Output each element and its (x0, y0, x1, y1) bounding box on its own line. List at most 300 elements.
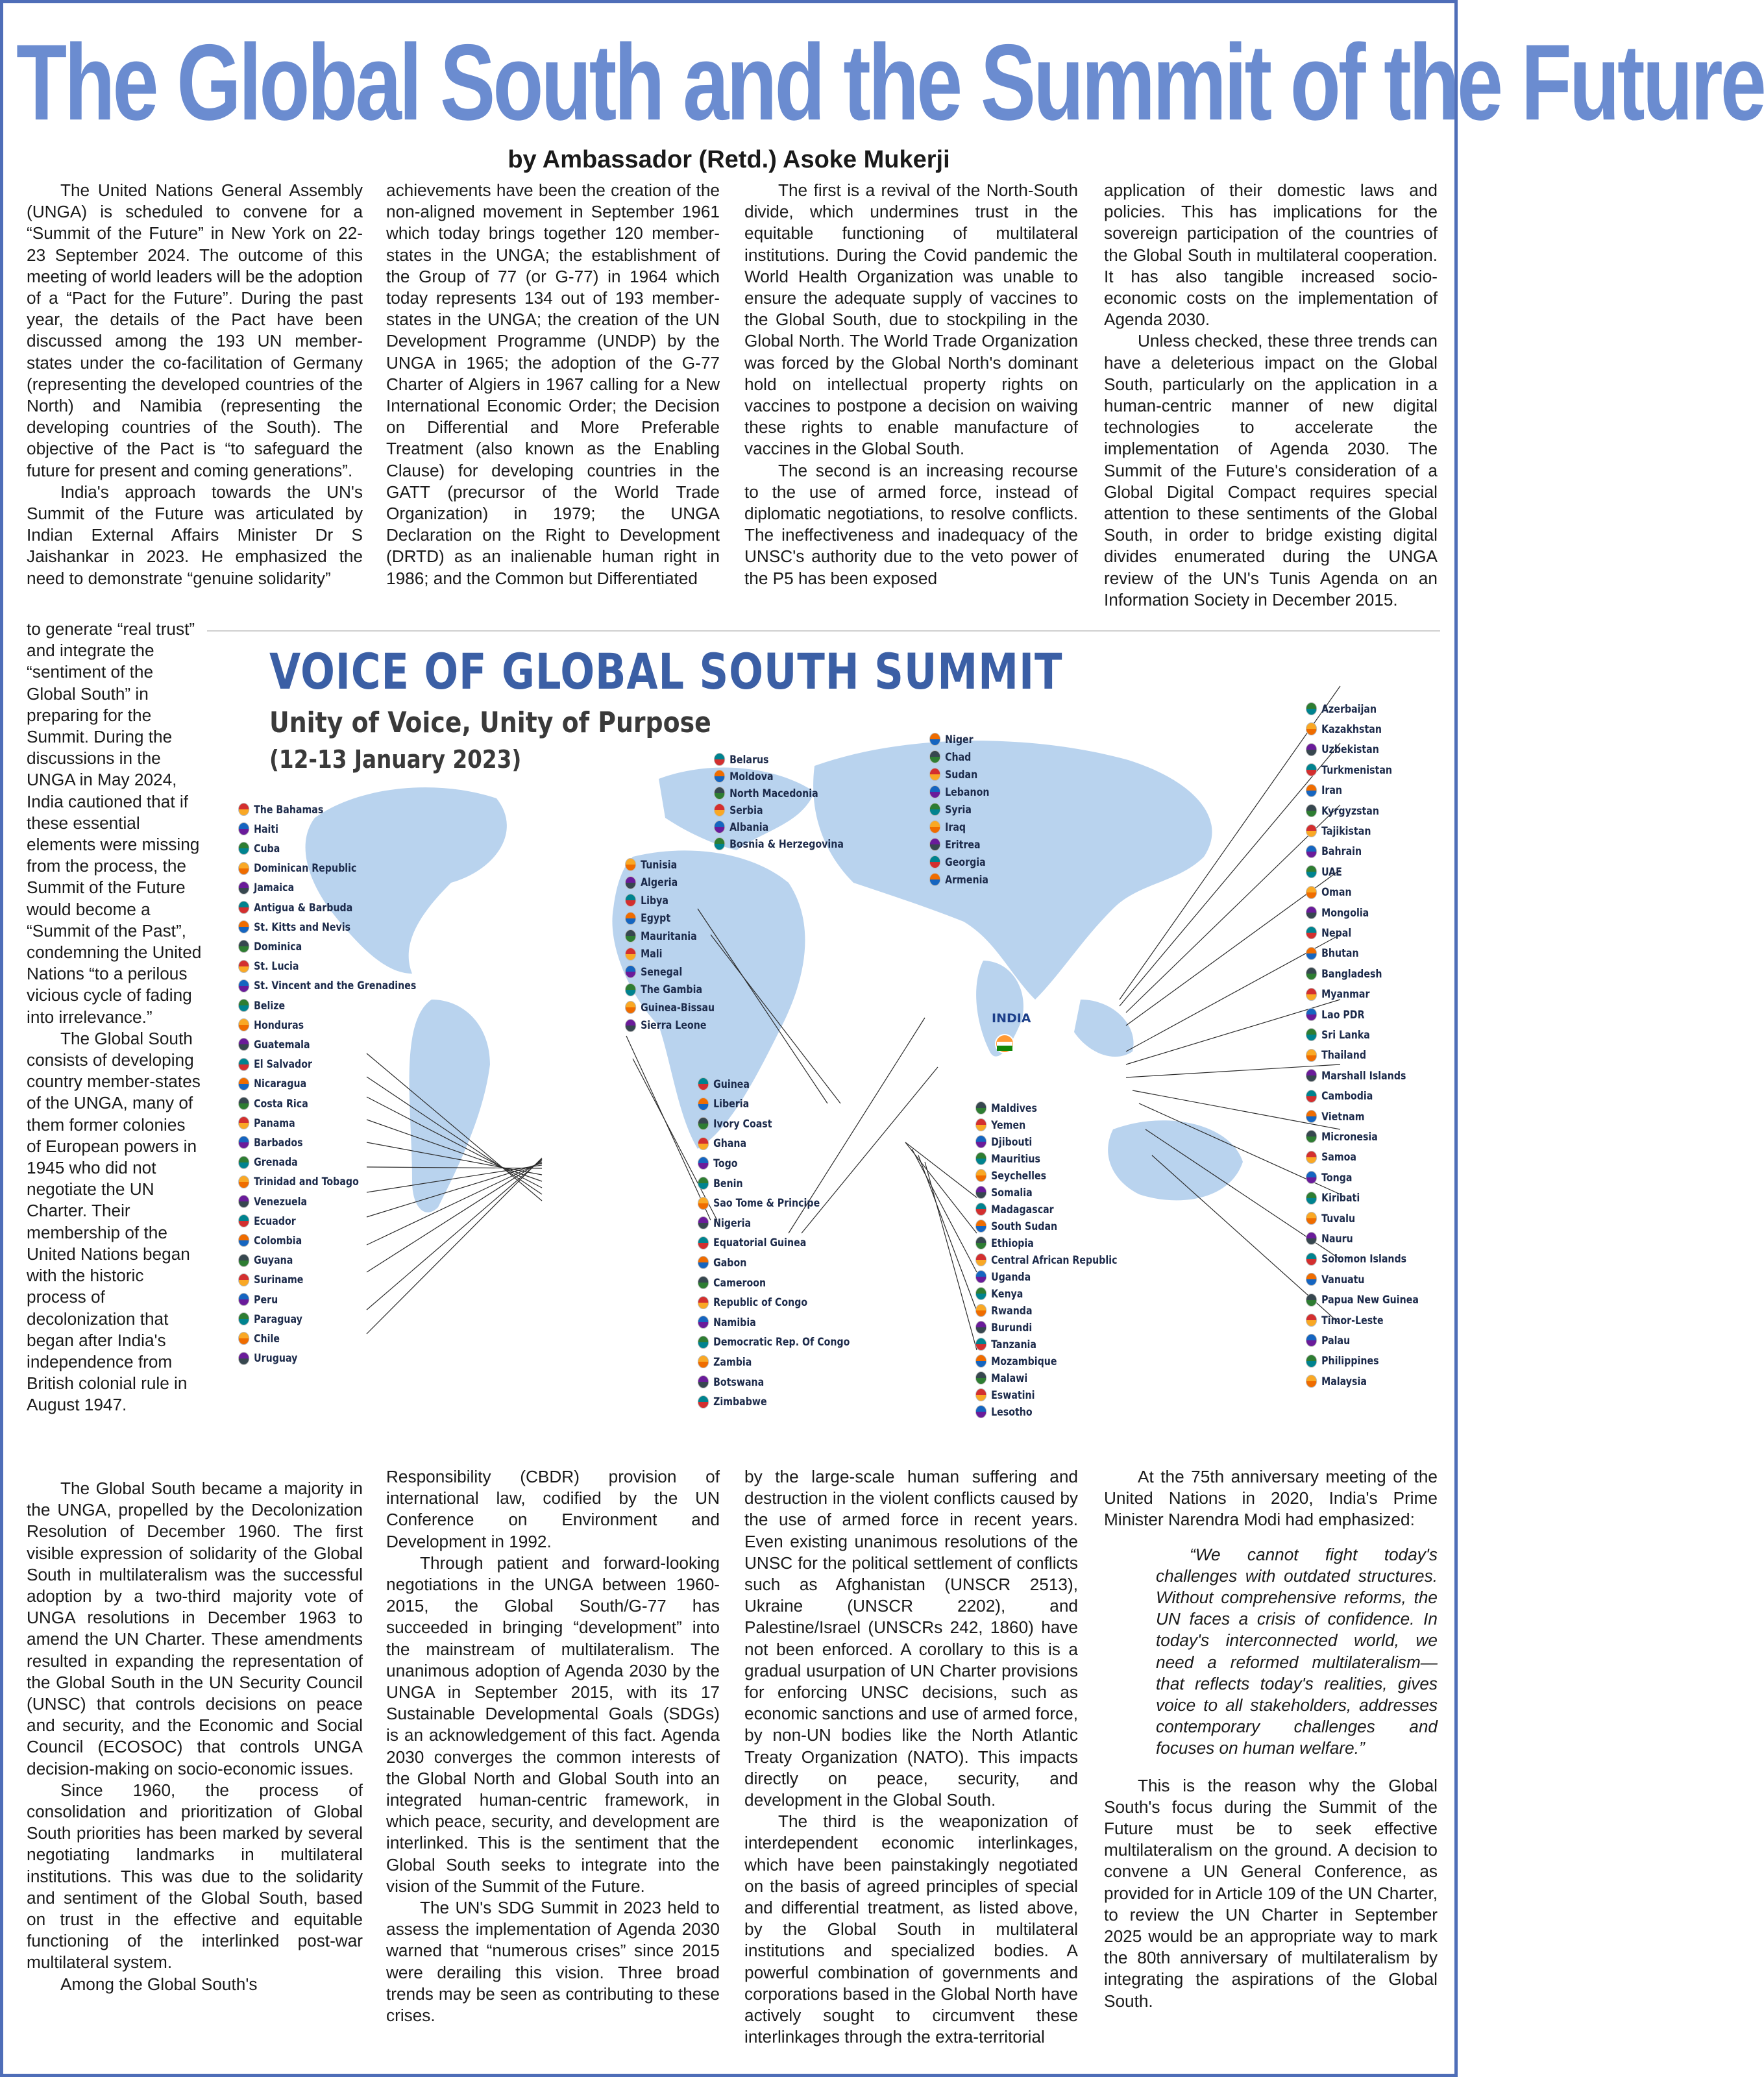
country-label (975, 1117, 1025, 1133)
country-label (1306, 905, 1369, 920)
country-label (698, 1116, 772, 1131)
country-name: Malaysia (1321, 1375, 1367, 1388)
country-label (238, 1174, 359, 1190)
flag-icon (1306, 1212, 1317, 1225)
flag-icon (714, 804, 725, 817)
country-name: Lesotho (991, 1405, 1033, 1418)
flag-icon (1306, 763, 1317, 776)
country-label (1306, 1088, 1373, 1104)
flag-icon (698, 1157, 709, 1170)
country-label (238, 1135, 303, 1150)
country-label (975, 1201, 1054, 1217)
country-name: Mali (641, 948, 663, 960)
flag-icon (698, 1355, 709, 1368)
country-name: Maldives (991, 1101, 1037, 1114)
country-name: Rwanda (991, 1304, 1033, 1317)
flag-icon (698, 1117, 709, 1130)
paragraph: India's approach towards the UN's Summit of the Future was articulated by Indian External Affairs Minister Dr S Jaishankar in 2023. He emphasized the need to demonstrate “genuine solidarity” (27, 482, 363, 588)
country-label (1306, 1373, 1367, 1389)
flag-icon (929, 785, 940, 798)
country-label (1306, 1129, 1378, 1144)
map-dates: (12-13 January 2023) (269, 745, 522, 774)
column-3-top (744, 180, 1078, 621)
country-label (625, 857, 677, 872)
country-name: Antigua & Barbuda (254, 901, 353, 914)
flag-icon (975, 1388, 986, 1401)
flag-icon (714, 770, 725, 783)
country-label (625, 928, 697, 944)
country-name: Bosnia & Herzegovina (729, 837, 844, 850)
flag-icon (238, 842, 249, 855)
country-label (714, 785, 818, 801)
country-name: Tonga (1321, 1171, 1353, 1184)
column-3-bottom (744, 1466, 1078, 2050)
country-label (238, 1253, 293, 1268)
flag-icon (698, 1276, 709, 1289)
india-marker (996, 1035, 1014, 1053)
country-name: El Salvador (254, 1058, 312, 1071)
flag-icon (929, 873, 940, 886)
country-label (625, 911, 670, 926)
flag-icon (1306, 1273, 1317, 1286)
country-label (698, 1175, 743, 1191)
country-name: Barbados (254, 1136, 303, 1149)
flag-icon (1306, 1314, 1317, 1327)
flag-icon (698, 1336, 709, 1349)
flag-icon (238, 940, 249, 953)
country-label (1306, 1149, 1356, 1165)
flag-icon (714, 820, 725, 833)
country-label (975, 1353, 1057, 1369)
flag-icon (975, 1220, 986, 1233)
flag-icon (1306, 1192, 1317, 1205)
flag-icon (238, 1352, 249, 1365)
flag-icon (1306, 886, 1317, 899)
flag-icon (1306, 1028, 1317, 1041)
country-name: Kazakhstan (1321, 722, 1382, 735)
paragraph: Since 1960, the process of consolidation and prioritization of Global South priorities has been marked by several negotiating landmarks in multilateral institutions. This was due to the solidarity and sentiment of the Global South, based on trust in the effective and equitable functioning of the interlinked post-war multilateral system. (27, 1780, 363, 1973)
flag-icon (238, 901, 249, 914)
column-2-bottom (386, 1466, 720, 2050)
country-name: Sao Tome & Principe (713, 1197, 820, 1210)
flag-icon (238, 1214, 249, 1227)
country-label (975, 1404, 1033, 1419)
country-label (625, 892, 668, 908)
country-name: Myanmar (1321, 988, 1370, 1001)
flag-icon (1306, 947, 1317, 960)
country-label (1306, 1312, 1384, 1328)
country-label (625, 982, 702, 998)
country-label (238, 1096, 308, 1111)
country-label (929, 872, 988, 887)
country-label (1306, 1007, 1365, 1022)
country-name: Haiti (254, 822, 279, 835)
flag-icon (625, 858, 636, 871)
country-label (238, 1115, 295, 1131)
country-label (1306, 1211, 1355, 1226)
flag-icon (698, 1098, 709, 1111)
country-name: Micronesia (1321, 1130, 1378, 1143)
country-name: Belarus (729, 753, 769, 766)
country-name: Cuba (254, 842, 280, 855)
country-name: Equatorial Guinea (713, 1236, 807, 1249)
country-name: Guyana (254, 1254, 293, 1267)
country-name: Tunisia (641, 858, 678, 871)
country-name: Honduras (254, 1018, 304, 1031)
country-label (698, 1275, 766, 1290)
country-label (698, 1314, 756, 1330)
country-label (1306, 1109, 1365, 1124)
country-label (1306, 823, 1371, 839)
country-name: Armenia (945, 873, 989, 886)
country-name: St. Lucia (254, 960, 299, 973)
country-label (975, 1370, 1027, 1386)
country-label (1306, 864, 1342, 879)
country-label (238, 880, 294, 896)
country-label (698, 1374, 764, 1390)
flag-icon (1306, 1253, 1317, 1266)
country-label (929, 749, 971, 765)
paragraph: This is the reason why the Global South's focus during the Summit of the Future must be to seek effective multilateralism on the ground. A decision to convene a UN General Conference, as provided for in Article 109 of the UN Charter, to review the UN Charter in September 2025 would be an appropriate way to mark the 80th anniversary of multilateralism by integrating the aspirations of the Global South. (1104, 1775, 1438, 2011)
country-label (1306, 1333, 1350, 1348)
country-name: Kenya (991, 1287, 1023, 1300)
flag-icon (714, 753, 725, 766)
flag-icon (1306, 1171, 1317, 1184)
country-label (975, 1336, 1036, 1352)
flag-icon (625, 1019, 636, 1032)
summit-map (217, 636, 1444, 1428)
country-label (1306, 1353, 1379, 1369)
country-label (929, 731, 974, 747)
country-name: Malawi (991, 1371, 1028, 1384)
country-name: St. Vincent and the Grenadines (254, 979, 417, 992)
flag-icon (1306, 1355, 1317, 1368)
country-name: Cameroon (713, 1276, 766, 1289)
flag-icon (1306, 906, 1317, 919)
country-name: South Sudan (991, 1220, 1058, 1233)
country-name: Thailand (1321, 1049, 1367, 1062)
country-label (625, 946, 663, 962)
country-label (975, 1151, 1040, 1166)
country-name: Bangladesh (1321, 967, 1382, 980)
flag-icon (1306, 784, 1317, 797)
country-name: Samoa (1321, 1151, 1356, 1164)
country-label (238, 1331, 280, 1346)
flag-icon (238, 1273, 249, 1286)
country-name: Colombia (254, 1234, 302, 1247)
paragraph: At the 75th anniversary meeting of the United Nations in 2020, India's Prime Minister Narendra Modi had emphasized: (1104, 1467, 1438, 1530)
country-label (238, 1057, 312, 1072)
country-name: Seychelles (991, 1169, 1047, 1182)
flag-icon (238, 1156, 249, 1169)
flag-icon (238, 1332, 249, 1345)
country-name: UAE (1321, 865, 1342, 878)
flag-icon (238, 1136, 249, 1149)
flag-icon (625, 965, 636, 978)
paragraph: The United Nations General Assembly (UNGA) is scheduled to convene for a “Summit of the Future” in New York on 22-23 September 2024. The outcome of this meeting of world leaders will be the adoption of a “Pact for the Future”. During the past year, the details of the Pact have been discussed among the 193 UN member-states under the co-facilitation of Germany (representing the developed countries of the North) and Namibia (representing the developing countries of the South). The objective of the Pact is “to safeguard the future for present and coming generations”. (27, 180, 363, 480)
country-label (238, 919, 350, 935)
flag-icon (238, 1018, 249, 1031)
flag-icon (238, 960, 249, 973)
flag-icon (975, 1186, 986, 1199)
country-name: Paraguay (254, 1312, 302, 1325)
country-name: Lebanon (945, 785, 990, 798)
country-name: Liberia (713, 1098, 750, 1111)
country-label (625, 1018, 706, 1033)
country-name: Turkmenistan (1321, 763, 1393, 776)
country-label (929, 819, 966, 835)
country-name: Papua New Guinea (1321, 1294, 1419, 1307)
country-label (975, 1185, 1033, 1200)
byline: by Ambassador (Retd.) Asoke Mukerji (508, 146, 950, 173)
flag-icon (1306, 926, 1317, 939)
country-label (238, 959, 299, 974)
flag-icon (238, 1175, 249, 1188)
country-label (698, 1394, 767, 1410)
country-name: Mauritius (991, 1152, 1040, 1165)
flag-icon (714, 787, 725, 800)
country-name: Nepal (1321, 926, 1352, 939)
country-label (1306, 946, 1359, 961)
flag-icon (1306, 1130, 1317, 1143)
country-name: Dominica (254, 940, 302, 953)
country-name: Benin (713, 1177, 743, 1190)
country-name: Ivory Coast (713, 1117, 772, 1130)
country-name: The Bahamas (254, 803, 324, 816)
flag-icon (625, 948, 636, 961)
country-name: Djibouti (991, 1135, 1033, 1148)
flag-icon (238, 1058, 249, 1071)
country-label (714, 768, 774, 784)
country-name: Albania (729, 820, 769, 833)
country-label (1306, 1170, 1352, 1185)
paragraph: Responsibility (CBDR) provision of international law, codified by the UN Conference on Environment and Development in 1992. (386, 1467, 720, 1551)
country-name: Sudan (945, 768, 978, 781)
country-name: Vietnam (1321, 1110, 1365, 1123)
flag-icon (698, 1137, 709, 1150)
flag-icon (1306, 1375, 1317, 1388)
country-name: Republic of Congo (713, 1296, 808, 1309)
article-title: The Global South and the Summit of the Future (16, 22, 1764, 143)
country-label (238, 841, 280, 856)
country-label (238, 1155, 298, 1170)
country-name: Uruguay (254, 1352, 298, 1365)
country-label (975, 1100, 1037, 1116)
flag-icon (1306, 1232, 1317, 1245)
country-label (929, 767, 977, 782)
country-label (238, 1272, 303, 1288)
country-name: Libya (641, 894, 668, 907)
flag-icon (929, 855, 940, 868)
flag-icon (1306, 702, 1317, 715)
country-name: Panama (254, 1116, 295, 1129)
flag-icon (975, 1236, 986, 1249)
country-name: Algeria (641, 876, 678, 889)
flag-icon (698, 1296, 709, 1309)
country-label (929, 784, 989, 800)
country-name: Eswatini (991, 1388, 1035, 1401)
country-name: Philippines (1321, 1355, 1379, 1368)
column-2-top (386, 180, 720, 621)
flag-icon (698, 1375, 709, 1388)
country-label (698, 1096, 749, 1112)
flag-icon (929, 733, 940, 746)
country-name: Serbia (729, 804, 763, 817)
country-name: Guatemala (254, 1038, 310, 1051)
country-label (1306, 803, 1379, 818)
flag-icon (238, 1097, 249, 1110)
paragraph: The UN's SDG Summit in 2023 held to assess the implementation of Agenda 2030 warned that “numerous crises” since 2015 were derailing this vision. Three broad trends may be seen as contributing to these crises. (386, 1898, 720, 2026)
country-label (975, 1218, 1057, 1234)
country-name: Belize (254, 999, 286, 1012)
country-name: Uzbekistan (1321, 743, 1379, 756)
country-label (625, 1000, 715, 1015)
paragraph: The first is a revival of the North-South divide, which undermines trust in the equitable functioning of multilateral institutions. During the Covid pandemic the World Health Organization was unable to ensure the adequate supply of vaccines to the Global South, due to stockpiling in the Global North. The World Trade Organization was forced by the Global North's dominant hold on intellectual property rights on vaccines to postpone a decision on waiving these rights to enable manufacture of vaccines in the Global South. (744, 180, 1078, 459)
country-label (1306, 1251, 1406, 1267)
paragraph: Through patient and forward-looking negotiations in the UNGA between 1960-2015, the Global South/G-77 has succeeded in bringing “development” into the mainstream of multilateralism. The unanimous adoption of Agenda 2030 by the UNGA in September 2015, with its 17 Sustainable Developmental Goals (SDGs) is an acknowledgement of this fact. Agenda 2030 converges the common interests of the Global North and Global South into an integrated human-centric framework, in which peace, security, and development are interlinked. This is the sentiment that the Global South seeks to integrate into the vision of the Summit of the Future. (386, 1553, 720, 1896)
country-label (698, 1255, 746, 1270)
country-name: Moldova (729, 770, 774, 783)
country-name: Oman (1321, 886, 1352, 899)
paragraph: to generate “real trust” and integrate the “sentiment of the Global South” in preparing for the Summit. During the discussions in the UNGA in May 2024, India cautioned that if these essential elements were missing from the process, the Summit of the Future would become a “Summit of the Past”, condemning the United Nations “to a perilous vicious cycle of fading into irrelevance.” (27, 619, 202, 1027)
flag-icon (238, 1195, 249, 1208)
country-label (975, 1252, 1118, 1268)
country-name: Vanuatu (1321, 1273, 1365, 1286)
flag-icon (975, 1152, 986, 1165)
country-label (1306, 701, 1377, 717)
flag-icon (238, 822, 249, 835)
country-name: Democratic Rep. Of Congo (713, 1336, 850, 1349)
country-label (714, 836, 844, 852)
flag-icon (238, 1254, 249, 1267)
column-1-top (27, 180, 363, 621)
country-name: Somalia (991, 1186, 1033, 1199)
country-label (1306, 925, 1351, 940)
country-label (929, 802, 972, 817)
country-name: Mongolia (1321, 906, 1369, 919)
country-label (1306, 742, 1379, 757)
country-label (238, 1233, 302, 1248)
flag-icon (975, 1355, 986, 1368)
paragraph: Unless checked, these three trends can have a deleterious impact on the Global South, particularly on the application in a human-centric manner of new digital technologies to accelerate the implementation of Agenda 2030. The Summit of the Future's consideration of a Global Digital Compact requires special attention to these sentiments of the Global South, in order to bridge existing digital divides enumerated during the UNGA review of the UN's Tunis Agenda on an Information Society in December 2015. (1104, 331, 1438, 609)
country-name: Dominican Republic (254, 862, 357, 875)
country-name: Cambodia (1321, 1090, 1373, 1103)
country-name: The Gambia (641, 983, 703, 996)
country-label (698, 1295, 807, 1310)
country-name: Senegal (641, 965, 683, 978)
column-4-top (1104, 180, 1438, 621)
country-name: Mauritania (641, 929, 697, 942)
country-name: Nicaragua (254, 1077, 307, 1090)
country-name: Ethiopia (991, 1236, 1034, 1249)
country-name: Jamaica (254, 881, 295, 894)
country-name: Palau (1321, 1334, 1351, 1347)
country-label (714, 802, 763, 818)
country-name: Chad (945, 750, 972, 763)
flag-icon (238, 920, 249, 933)
paragraph: The third is the weaponization of interdependent economic interlinkages, which have been painstakingly negotiated on the basis of agreed principles of special and differential treatment, as listed above, by the Global South in multilateral institutions and specialized bodies. A powerful combination of governments and corporations based in the Global North have actively sought to circumvent these interlinkages through the extra-territorial (744, 1812, 1078, 2047)
flag-icon (975, 1371, 986, 1384)
country-label (238, 1076, 306, 1092)
landmass (306, 741, 1243, 1212)
country-label (238, 998, 285, 1013)
column-1-narrow (27, 619, 202, 1479)
country-label (929, 837, 981, 852)
country-label (238, 1194, 307, 1209)
flag-icon (625, 912, 636, 925)
flag-icon (625, 929, 636, 942)
flag-icon (238, 1234, 249, 1247)
country-name: Marshall Islands (1321, 1069, 1406, 1082)
country-label (975, 1320, 1032, 1335)
country-label (1306, 1272, 1365, 1287)
country-label (238, 978, 416, 994)
flag-icon (929, 803, 940, 816)
flag-icon (238, 999, 249, 1012)
country-name: Mozambique (991, 1355, 1057, 1368)
flag-icon (698, 1395, 709, 1408)
country-name: Nauru (1321, 1232, 1353, 1245)
flag-icon (1306, 1069, 1317, 1082)
flag-icon (975, 1118, 986, 1131)
country-label (238, 1292, 278, 1307)
country-name: Burundi (991, 1321, 1033, 1334)
country-label (975, 1134, 1032, 1149)
country-name: Venezuela (254, 1195, 308, 1208)
india-label: INDIA (992, 1011, 1031, 1026)
country-label (238, 1311, 302, 1327)
country-name: Ecuador (254, 1214, 296, 1227)
country-label (1306, 1292, 1419, 1308)
country-label (238, 1213, 296, 1229)
country-label (975, 1387, 1035, 1403)
flag-icon (1306, 845, 1317, 858)
country-name: Azerbaijan (1321, 702, 1377, 715)
flag-icon (1306, 1049, 1317, 1062)
country-name: Niger (945, 733, 974, 746)
country-name: Central African Republic (991, 1253, 1118, 1266)
country-name: Costa Rica (254, 1097, 308, 1110)
flag-icon (1306, 804, 1317, 817)
flag-icon (625, 983, 636, 996)
country-label (238, 1351, 297, 1366)
country-label (975, 1235, 1034, 1251)
country-label (625, 964, 682, 979)
country-name: Tuvalu (1321, 1212, 1356, 1225)
country-label (1306, 762, 1392, 778)
country-name: Togo (713, 1157, 738, 1170)
flag-icon (238, 1038, 249, 1051)
country-label (1306, 987, 1369, 1002)
flag-icon (698, 1177, 709, 1190)
flag-icon (698, 1216, 709, 1229)
country-name: Solomon Islands (1321, 1253, 1407, 1266)
map-title: VOICE OF GLOBAL SOUTH SUMMIT (269, 643, 1063, 700)
country-label (975, 1168, 1046, 1183)
country-name: Sierra Leone (641, 1019, 707, 1031)
paragraph: Among the Global South's (60, 1974, 258, 1994)
country-label (975, 1303, 1033, 1318)
country-label (1306, 1190, 1360, 1206)
flag-icon (975, 1203, 986, 1216)
country-name: Kyrgyzstan (1321, 804, 1379, 817)
country-label (1306, 721, 1382, 737)
country-label (698, 1354, 752, 1370)
flag-icon (238, 1312, 249, 1325)
country-name: Uganda (991, 1270, 1031, 1283)
country-label (698, 1196, 820, 1211)
country-name: Namibia (713, 1316, 756, 1329)
